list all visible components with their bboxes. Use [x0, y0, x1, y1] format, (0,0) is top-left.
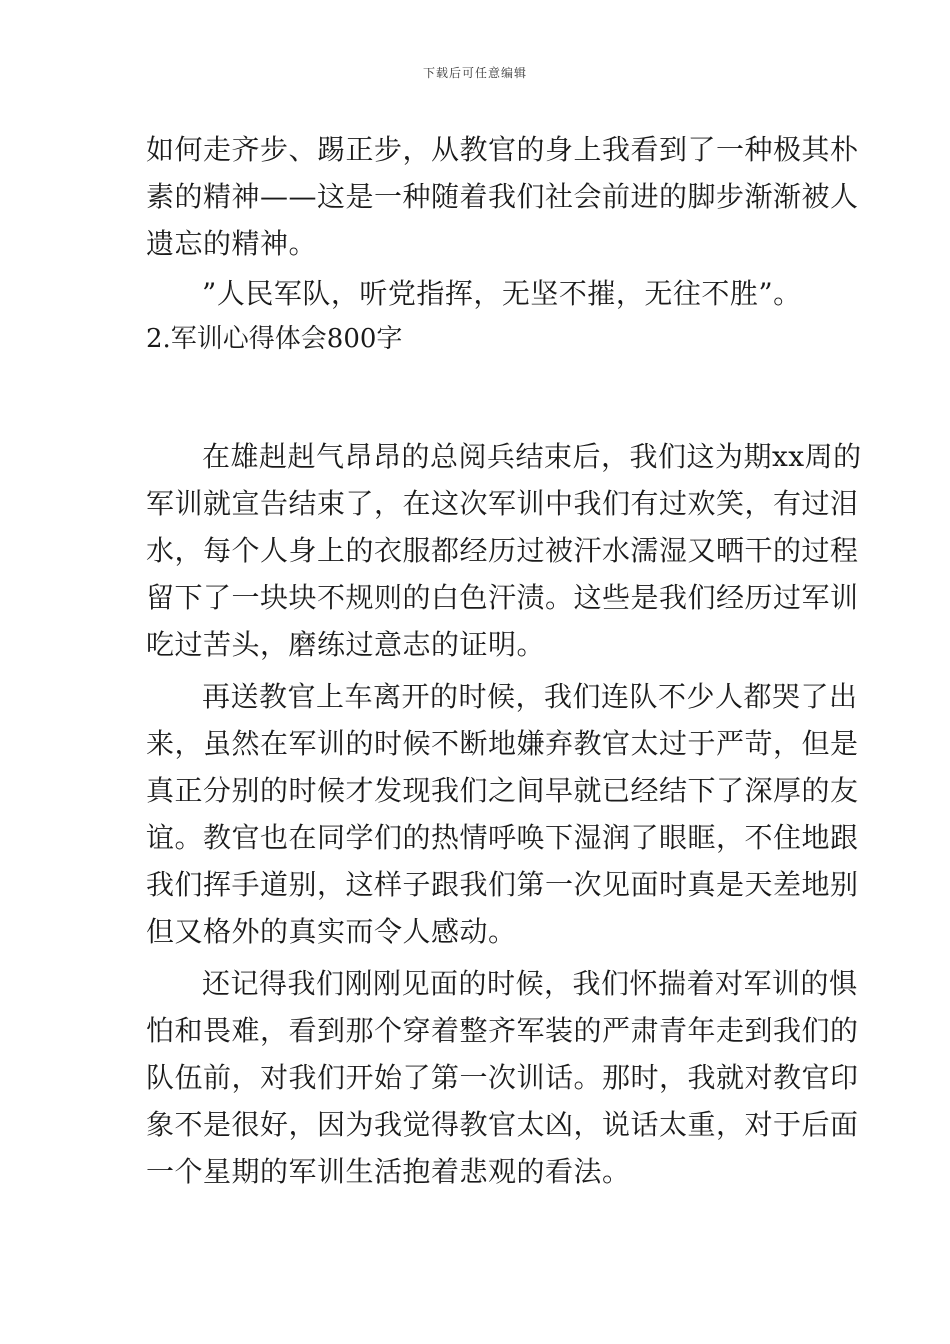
text-line: 我们挥手道别，这样子跟我们第一次见面时真是天差地别	[146, 868, 859, 901]
text-line: 但又格外的真实而令人感动。	[146, 915, 517, 948]
text-line: 再送教官上车离开的时候，我们连队不少人都哭了出	[202, 680, 858, 713]
paragraph	[146, 960, 859, 1195]
page-header: 下载后可任意编辑	[422, 66, 527, 80]
text-line: 一个星期的军训生活抱着悲观的看法。	[146, 1155, 631, 1188]
text-line: 队伍前，对我们开始了第一次训话。那时，我就对教官印	[146, 1061, 859, 1094]
text-line: 象不是很好，因为我觉得教官太凶，说话太重，对于后面	[146, 1108, 859, 1141]
document-body	[146, 126, 862, 1195]
text-line: 真正分别的时候才发现我们之间早就已经结下了深厚的友	[146, 774, 859, 807]
paragraph-continuation	[146, 126, 859, 267]
text-line: 留下了一块块不规则的白色汗渍。这些是我们经历过军训	[146, 581, 859, 614]
text-line: 还记得我们刚刚见面的时候，我们怀揣着对军训的惧	[202, 967, 858, 1000]
slogan-quote: ”人民军队，听党指挥，无坚不摧，无往不胜”。	[202, 277, 802, 310]
paragraph	[146, 433, 862, 668]
text-line: 在雄赳赳气昂昂的总阅兵结束后，我们这为期xx周的	[202, 440, 862, 473]
text-line: 怕和畏难，看到那个穿着整齐军装的严肃青年走到我们的	[146, 1014, 859, 1047]
text-line: 军训就宣告结束了，在这次军训中我们有过欢笑，有过泪	[146, 487, 859, 520]
text-line: 来，虽然在军训的时候不断地嫌弃教官太过于严苛，但是	[146, 727, 859, 760]
text-line: 素的精神——这是一种随着我们社会前进的脚步渐渐被人	[146, 180, 859, 213]
text-line: 吃过苦头，磨练过意志的证明。	[146, 628, 546, 661]
paragraph	[146, 673, 859, 955]
text-line: 水，每个人身上的衣服都经历过被汗水濡湿又晒干的过程	[146, 534, 859, 567]
text-line: 遗忘的精神。	[146, 227, 318, 260]
section-title: 2.军训心得体会800字	[146, 324, 403, 354]
text-line: 如何走齐步、踢正步，从教官的身上我看到了一种极其朴	[146, 133, 859, 166]
text-line: 谊。教官也在同学们的热情呼唤下湿润了眼眶，不住地跟	[146, 821, 859, 854]
